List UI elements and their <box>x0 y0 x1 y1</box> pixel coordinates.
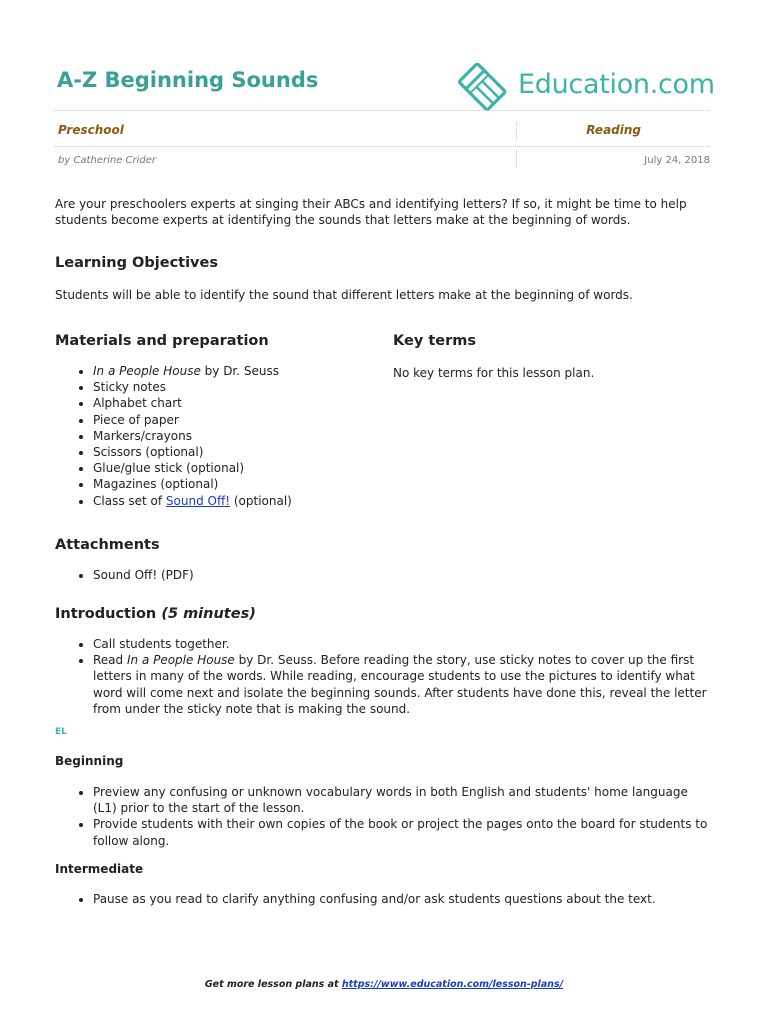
author-divider <box>516 151 517 167</box>
list-item: • Markers/crayons <box>93 428 403 444</box>
list-item: • Preview any confusing or unknown vocabulary words in both English and students' home language (L1) prior to the start of the lesson. <box>93 784 713 816</box>
author-byline: by Catherine Crider <box>58 155 157 166</box>
el-tag: EL <box>55 727 67 737</box>
intermediate-list <box>55 891 713 907</box>
list-item: • Call students together. <box>93 636 713 652</box>
intro-paragraph: Are your preschoolers experts at singing their ABCs and identifying letters? If so, it might be time to help students become experts at identifying the sounds that letters make at the beginning of words. <box>55 197 687 227</box>
introduction-heading: Introduction (5 minutes) <box>55 606 256 622</box>
attachments-list <box>55 567 713 583</box>
list-item: • Magazines (optional) <box>93 476 403 492</box>
intermediate-heading: Intermediate <box>55 862 144 876</box>
publish-date: July 24, 2018 <box>644 155 710 166</box>
book-title: In a People House <box>93 364 201 378</box>
introduction-list <box>55 636 713 717</box>
attachment-item[interactable]: • Sound Off! (PDF) <box>93 567 713 583</box>
list-item: • Alphabet chart <box>93 395 403 411</box>
list-item: • Piece of paper <box>93 412 403 428</box>
materials-heading: Materials and preparation <box>55 333 269 349</box>
learning-objectives-heading: Learning Objectives <box>55 255 218 271</box>
key-terms-text: No key terms for this lesson plan. <box>393 366 595 380</box>
education-com-logo[interactable] <box>456 56 715 112</box>
pencil-logo-icon <box>456 56 514 112</box>
materials-list <box>55 363 403 509</box>
list-item: • Read In a People House by Dr. Seuss. Before reading the story, use sticky notes to cover up the first letters in many of the words. While reading, encourage students to use the pictures to identify what word will come next and isolate the beginning sounds. After students have done this, reveal the letter from under the sticky note that is making the sound. <box>93 652 713 717</box>
subject-label: Reading <box>586 123 641 137</box>
header-divider <box>55 110 710 111</box>
meta-divider <box>516 122 517 139</box>
list-item: • Pause as you read to clarify anything confusing and/or ask students questions about the text. <box>93 891 713 907</box>
learning-objectives-text: Students will be able to identify the sound that different letters make at the beginning of words. <box>55 288 633 302</box>
footer: Get more lesson plans at https://www.education.com/lesson-plans/ <box>204 979 564 990</box>
page-title: A-Z Beginning Sounds <box>57 68 319 92</box>
attachments-heading: Attachments <box>55 537 160 553</box>
list-item: • Provide students with their own copies of the book or project the pages onto the board for students to follow along. <box>93 816 713 848</box>
list-item: • Glue/glue stick (optional) <box>93 460 403 476</box>
list-item: • Scissors (optional) <box>93 444 403 460</box>
introduction-duration: (5 minutes) <box>161 606 256 622</box>
lesson-plans-link[interactable]: https://www.education.com/lesson-plans/ <box>341 979 564 990</box>
beginning-list <box>55 784 713 849</box>
key-terms-heading: Key terms <box>393 333 476 349</box>
logo-text: Education.com <box>518 68 715 100</box>
list-item: • Class set of Sound Off! (optional) <box>93 493 403 509</box>
list-item: • In a People House by Dr. Seuss <box>93 363 403 379</box>
beginning-heading: Beginning <box>55 754 124 768</box>
sound-off-link[interactable]: Sound Off! <box>165 493 231 508</box>
meta-divider-line <box>55 146 710 147</box>
grade-label: Preschool <box>58 123 124 137</box>
list-item: • Sticky notes <box>93 379 403 395</box>
